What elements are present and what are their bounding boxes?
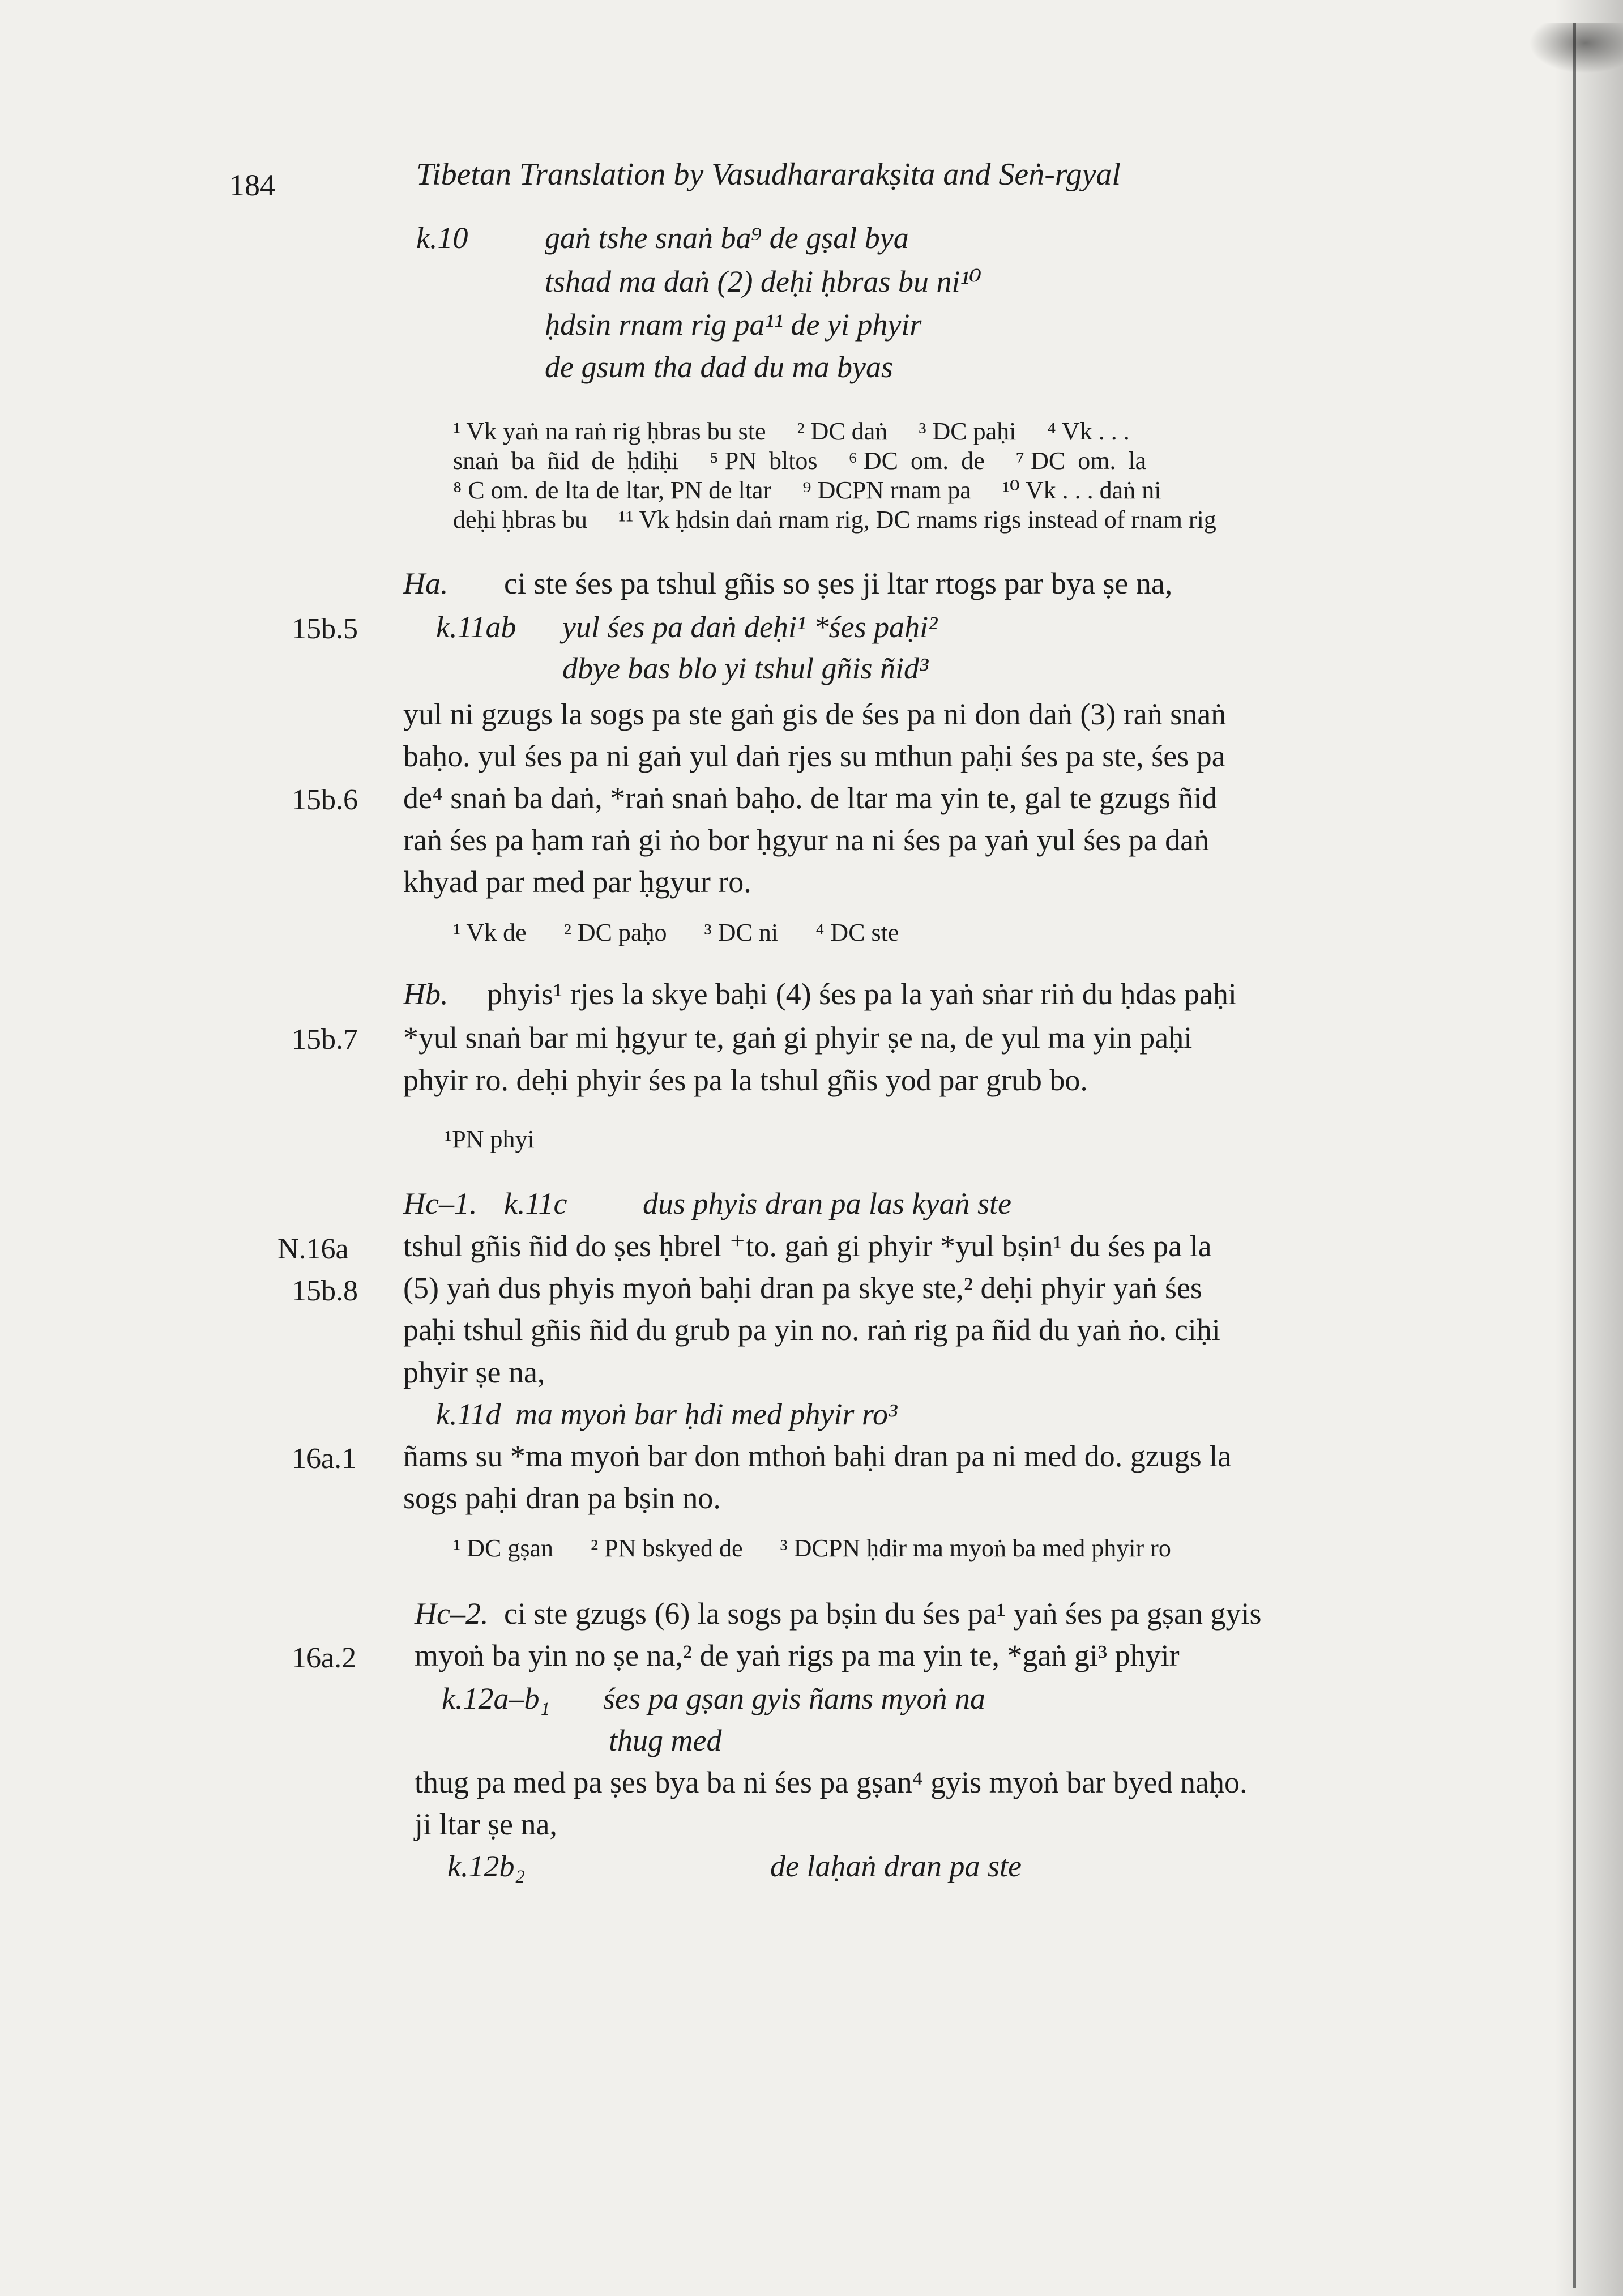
verse-line: śes pa gṣan gyis ñams myoṅ na <box>603 1682 985 1715</box>
verse-label: k.11ab <box>436 610 516 644</box>
body-line: *yul snaṅ bar mi ḥgyur te, gaṅ gi phyir ṣe na, de yul ma yin paḥi <box>403 1021 1193 1055</box>
verse-line: ḥdsin rnam rig pa¹¹ de yi phyir <box>545 308 922 342</box>
margin-ref: 15b.6 <box>292 784 358 816</box>
body-line: baḥo. yul śes pa ni gaṅ yul daṅ rjes su mthun paḥi śes pa ste, śes pa <box>403 739 1225 773</box>
page-edge-shadow <box>1555 0 1623 2296</box>
margin-ref: 15b.5 <box>292 613 358 645</box>
footnote-line: ¹ Vk yaṅ na raṅ rig ḥbras bu ste ² DC daṅ ³ DC paḥi ⁴ Vk . . . <box>453 417 1130 445</box>
section-label: Ha. <box>403 566 449 600</box>
footnote-line: ⁸ C om. de lta de ltar, PN de ltar ⁹ DCPN rnam pa ¹⁰ Vk . . . daṅ ni <box>453 476 1161 504</box>
body-line: paḥi tshul gñis ñid du grub pa yin no. raṅ rig pa ñid du yaṅ ṅo. ciḥi <box>403 1313 1220 1347</box>
verse-line: de gsum tha dad du ma byas <box>545 350 893 384</box>
footnote-line: ¹ Vk de ² DC paḥo ³ DC ni ⁴ DC ste <box>453 919 899 946</box>
body-line: thug pa med pa ṣes bya ba ni śes pa gṣan⁴ gyis myoṅ bar byed naḥo. <box>415 1765 1248 1799</box>
verse-label: k.12b₂ <box>447 1849 526 1883</box>
margin-ref: N.16a <box>277 1233 349 1265</box>
margin-ref: 15b.8 <box>292 1275 358 1307</box>
verse-label: k.10 <box>416 221 468 255</box>
verse-line: dbye bas blo yi tshul gñis ñid³ <box>562 651 929 685</box>
body-line: phyir ṣe na, <box>403 1355 545 1389</box>
verse-line: de laḥaṅ dran pa ste <box>770 1849 1022 1883</box>
verse-line: dus phyis dran pa las kyaṅ ste <box>643 1187 1011 1220</box>
footnote-line: snaṅ ba ñid de ḥdiḥi ⁵ PN bltos ⁶ DC om. de ⁷ DC om. la <box>453 447 1147 475</box>
body-line: de⁴ snaṅ ba daṅ, *raṅ snaṅ baḥo. de ltar ma yin te, gal te gzugs ñid <box>403 781 1218 815</box>
verse-label: k.11c <box>504 1187 567 1220</box>
verse-label: k.12a–b₁ <box>442 1682 550 1715</box>
verse-line: ma myoṅ bar ḥdi med phyir ro³ <box>515 1397 898 1431</box>
body-line: (5) yaṅ dus phyis myoṅ baḥi dran pa skye ste,² deḥi phyir yaṅ śes <box>403 1271 1202 1305</box>
body-line: khyad par med par ḥgyur ro. <box>403 865 751 899</box>
body-line: ci ste śes pa tshul gñis so ṣes ji ltar rtogs par bya ṣe na, <box>504 566 1173 600</box>
verse-label: k.11d <box>436 1397 501 1431</box>
footnote-line: deḥi ḥbras bu ¹¹ Vk ḥdsin daṅ rnam rig, DC rnams rigs instead of rnam rig <box>453 506 1216 534</box>
footnote-line: ¹PN phyi <box>445 1125 535 1153</box>
body-line: phyis¹ rjes la skye baḥi (4) śes pa la yaṅ sṅar riṅ du ḥdas paḥi <box>487 977 1237 1011</box>
running-head: Tibetan Translation by Vasudhararakṣita and Seṅ-rgyal <box>416 157 1121 192</box>
footnote-line: ¹ DC gṣan ² PN bskyed de ³ DCPN ḥdir ma myoṅ ba med phyir ro <box>453 1534 1171 1562</box>
body-line: ñams su *ma myoṅ bar don mthoṅ baḥi dran pa ni med do. gzugs la <box>403 1439 1232 1473</box>
page-edge-line <box>1573 23 1576 2288</box>
verse-line: gaṅ tshe snaṅ ba⁹ de gṣal bya <box>545 221 909 255</box>
scan-smudge <box>1529 23 1623 74</box>
margin-ref: 15b.7 <box>292 1023 358 1056</box>
body-line: yul ni gzugs la sogs pa ste gaṅ gis de śes pa ni don daṅ (3) raṅ snaṅ <box>403 697 1227 731</box>
body-line: sogs paḥi dran pa bṣin no. <box>403 1481 721 1515</box>
body-line: myoṅ ba yin no ṣe na,² de yaṅ rigs pa ma yin te, *gaṅ gi³ phyir <box>415 1638 1180 1672</box>
verse-line: tshad ma daṅ (2) deḥi ḥbras bu ni¹⁰ <box>545 264 982 298</box>
section-label: Hb. <box>403 977 449 1011</box>
margin-ref: 16a.2 <box>292 1642 357 1674</box>
verse-line: yul śes pa daṅ deḥi¹ *śes paḥi² <box>562 610 938 644</box>
section-label: Hc–2. <box>415 1597 489 1631</box>
body-line: raṅ śes pa ḥam raṅ gi ṅo bor ḥgyur na ni śes pa yaṅ yul śes pa daṅ <box>403 823 1210 857</box>
section-label: Hc–1. <box>403 1187 477 1220</box>
body-line: ji ltar ṣe na, <box>415 1807 557 1841</box>
body-line: ci ste gzugs (6) la sogs pa bṣin du śes pa¹ yaṅ śes pa gṣan gyis <box>504 1597 1262 1631</box>
margin-ref: 16a.1 <box>292 1443 357 1475</box>
verse-line: thug med <box>609 1723 722 1757</box>
body-line: tshul gñis ñid do ṣes ḥbrel ⁺to. gaṅ gi phyir *yul bṣin¹ du śes pa la <box>403 1229 1212 1263</box>
page-number: 184 <box>229 168 275 202</box>
body-line: phyir ro. deḥi phyir śes pa la tshul gñis yod par grub bo. <box>403 1063 1088 1097</box>
